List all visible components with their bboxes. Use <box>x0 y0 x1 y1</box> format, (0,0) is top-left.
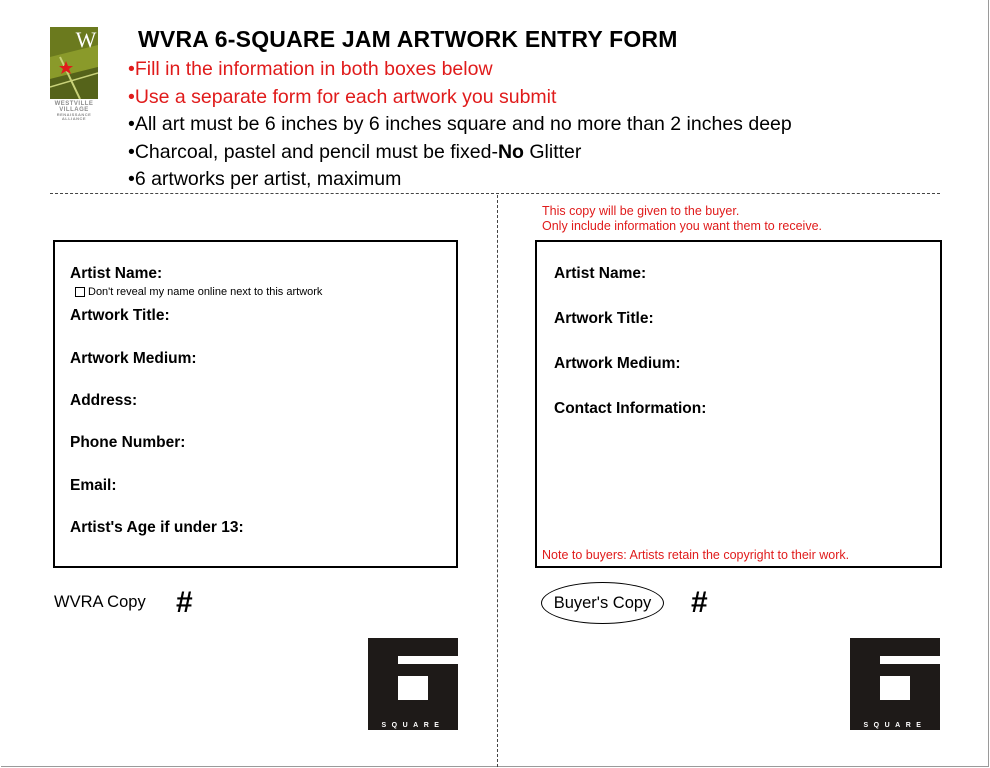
six-square-logo-right: SQUARE <box>850 638 940 730</box>
wvra-copy-label: WVRA Copy <box>54 593 146 611</box>
artist-name-label: Artist Name: <box>70 265 163 282</box>
logo-text: WESTVILLE VILLAGE RENAISSANCE ALLIANCE <box>54 101 94 121</box>
address-label: Address: <box>70 392 138 409</box>
buyer-artwork-medium-label: Artwork Medium: <box>554 355 681 372</box>
logo-emblem <box>50 27 98 99</box>
instructions-list <box>128 56 792 194</box>
svg-text:W: W <box>75 27 97 52</box>
buyer-note-bottom: Note to buyers: Artists retain the copyright to their work. <box>542 548 850 562</box>
wvra-logo <box>50 27 98 129</box>
instruction-item: •6 artworks per artist, maximum <box>128 168 402 190</box>
form-title: WVRA 6-SQUARE JAM ARTWORK ENTRY FORM <box>138 26 678 52</box>
artwork-medium-label: Artwork Medium: <box>70 350 197 367</box>
email-label: Email: <box>70 477 117 494</box>
artwork-title-label: Artwork Title: <box>70 307 170 324</box>
dont-reveal-label: Don't reveal my name online next to this artwork <box>88 286 323 298</box>
buyer-contact-label: Contact Information: <box>554 400 707 417</box>
instruction-item: •All art must be 6 inches by 6 inches square and no more than 2 inches deep <box>128 113 792 135</box>
phone-label: Phone Number: <box>70 434 186 451</box>
dont-reveal-option[interactable] <box>75 286 322 298</box>
buyer-artist-name-label: Artist Name: <box>554 265 647 282</box>
wvra-number-mark: # <box>176 586 193 619</box>
buyers-copy-label: Buyer's Copy <box>541 582 664 624</box>
buyer-artwork-title-label: Artwork Title: <box>554 310 654 327</box>
dont-reveal-checkbox[interactable] <box>75 287 85 297</box>
instruction-item: •Fill in the information in both boxes below <box>128 58 493 80</box>
buyer-note-top: This copy will be given to the buyer. Only include information you want them to receive. <box>542 204 822 233</box>
buyer-number-mark: # <box>691 586 708 619</box>
vertical-cut-line <box>497 195 498 767</box>
instruction-item: •Use a separate form for each artwork you submit <box>128 85 557 108</box>
instruction-item: •Charcoal, pastel and pencil must be fixed-No Glitter <box>128 140 582 163</box>
horizontal-cut-line <box>50 193 940 194</box>
age-label: Artist's Age if under 13: <box>70 519 244 536</box>
six-square-logo-left: SQUARE <box>368 638 458 730</box>
